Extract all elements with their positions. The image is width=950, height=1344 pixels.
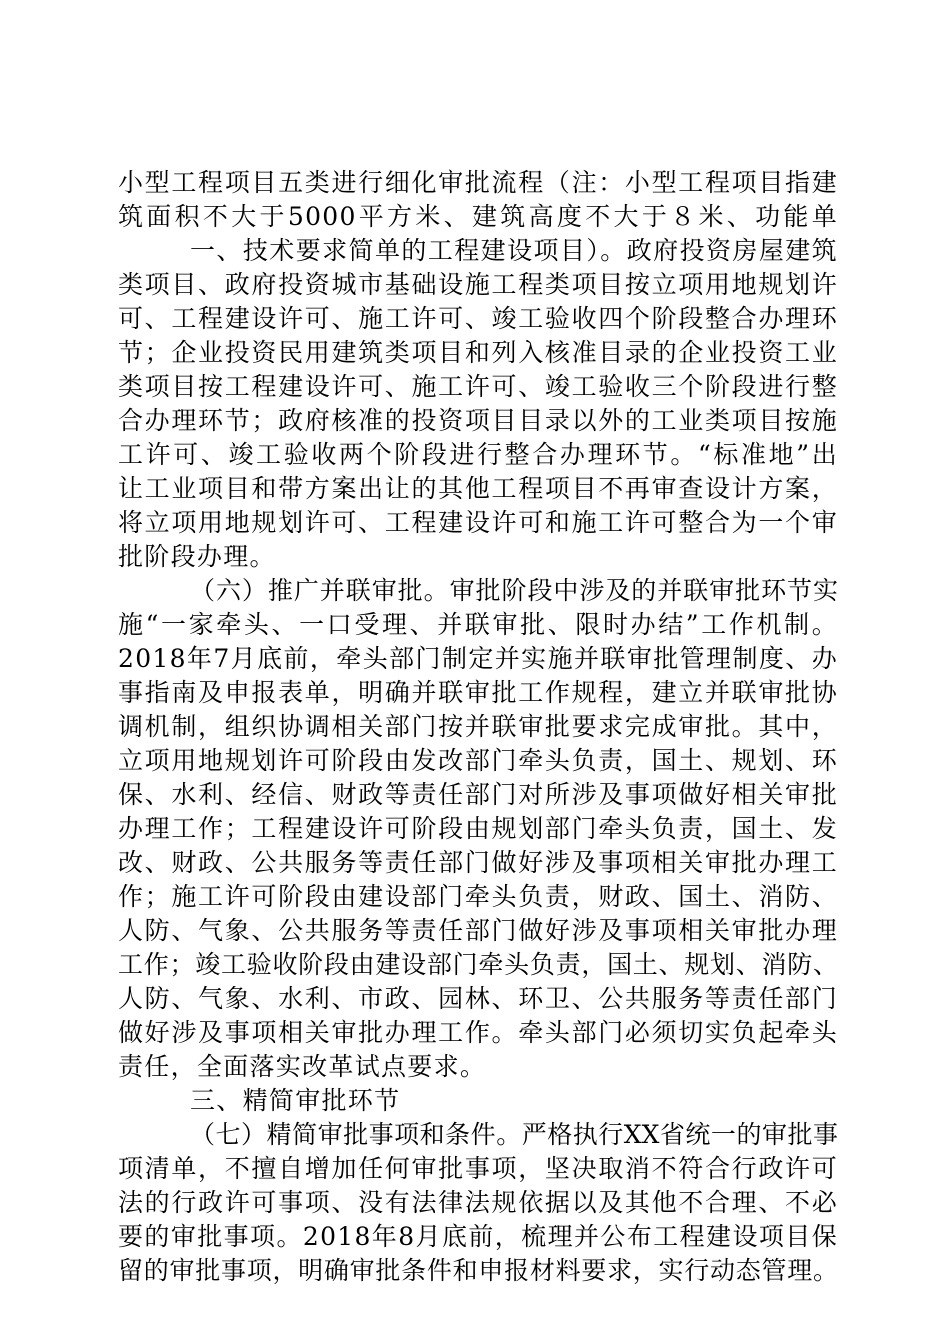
text-line: 合办理环节；政府核准的投资项目目录以外的工业类项目按施	[118, 406, 838, 435]
text-line: 工许可、竣工验收两个阶段进行整合办理环节。“标准地”出	[118, 440, 838, 469]
text-line: 批阶段办理。	[118, 542, 276, 571]
text-line: 留的审批事项，明确审批条件和申报材料要求，实行动态管理。	[118, 1256, 838, 1285]
text-line: 调机制，组织协调相关部门按并联审批要求完成审批。其中，	[118, 712, 838, 741]
section-heading: 三、精简审批环节	[190, 1086, 401, 1115]
text-line: 作；施工许可阶段由建设部门牵头负责，财政、国土、消防、	[118, 882, 838, 911]
text-line: 2018年7月底前，牵头部门制定并实施并联审批管理制度、办	[118, 644, 838, 673]
text-line: 可、工程建设许可、施工许可、竣工验收四个阶段整合办理环	[118, 304, 838, 333]
text-line: 项清单，不擅自增加任何审批事项，坚决取消不符合行政许可	[118, 1154, 838, 1183]
text-line: 让工业项目和带方案出让的其他工程项目不再审查设计方案，	[118, 474, 838, 503]
text-line: 责任，全面落实改革试点要求。	[118, 1052, 487, 1081]
text-line: 事指南及申报表单，明确并联审批工作规程，建立并联审批协	[118, 678, 838, 707]
text-line: 立项用地规划许可阶段由发改部门牵头负责，国土、规划、环	[118, 746, 838, 775]
document-body	[118, 166, 838, 1288]
text-line: 保、水利、经信、财政等责任部门对所涉及事项做好相关审批	[118, 780, 838, 809]
text-line: 办理工作；工程建设许可阶段由规划部门牵头负责，国土、发	[118, 814, 838, 843]
text-line: 将立项用地规划许可、工程建设许可和施工许可整合为一个审	[118, 508, 838, 537]
text-line: 工作；竣工验收阶段由建设部门牵头负责，国土、规划、消防、	[118, 950, 838, 979]
text-line: 类项目按工程建设许可、施工许可、竣工验收三个阶段进行整	[118, 372, 838, 401]
text-line: 要的审批事项。2018年8月底前，梳理并公布工程建设项目保	[118, 1222, 838, 1251]
text-line: 改、财政、公共服务等责任部门做好涉及事项相关审批办理工	[118, 848, 838, 877]
text-line: 类项目、政府投资城市基础设施工程类项目按立项用地规划许	[118, 270, 838, 299]
text-line: 做好涉及事项相关审批办理工作。牵头部门必须切实负起牵头	[118, 1018, 838, 1047]
text-line: （七）精简审批事项和条件。严格执行XX省统一的审批事	[190, 1120, 838, 1149]
text-line: （六）推广并联审批。审批阶段中涉及的并联审批环节实	[190, 576, 838, 605]
text-line: 法的行政许可事项、没有法律法规依据以及其他不合理、不必	[118, 1188, 838, 1217]
text-line: 人防、气象、公共服务等责任部门做好涉及事项相关审批办理	[118, 916, 838, 945]
text-line: 节；企业投资民用建筑类项目和列入核准目录的企业投资工业	[118, 338, 838, 367]
text-line: 一、技术要求简单的工程建设项目）。政府投资房屋建筑	[190, 236, 838, 265]
text-line: 筑面积不大于5000平方米、建筑高度不大于８米、功能单	[118, 202, 838, 231]
text-line: 人防、气象、水利、市政、园林、环卫、公共服务等责任部门	[118, 984, 838, 1013]
text-line: 施“一家牵头、一口受理、并联审批、限时办结”工作机制。	[118, 610, 838, 639]
text-line: 小型工程项目五类进行细化审批流程（注：小型工程项目指建	[118, 168, 838, 197]
